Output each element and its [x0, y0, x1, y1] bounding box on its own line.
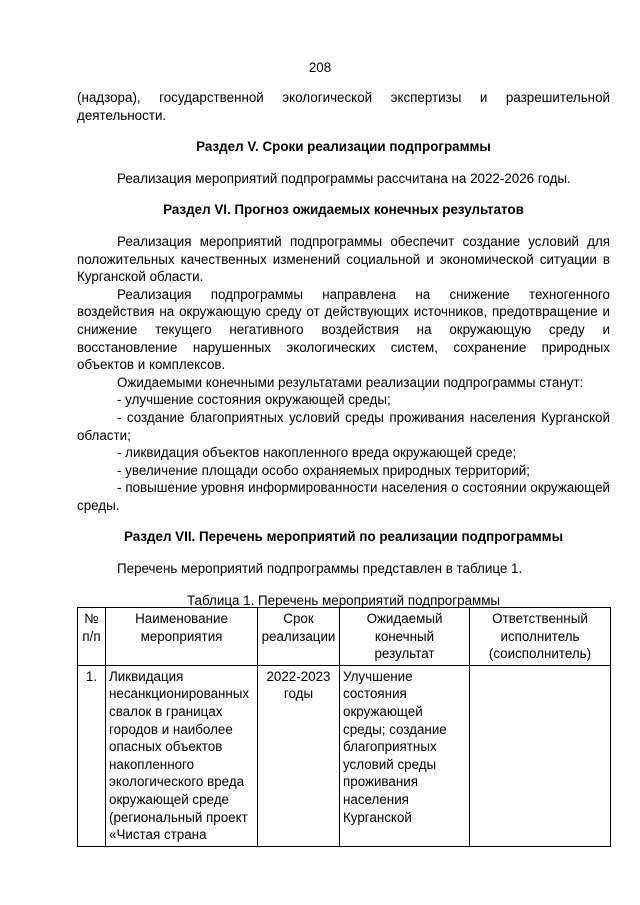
measure-name-cell: Ликвидация несанкционированных свалок в границах городов и наиболее опасных объектов накопленного экологического вреда окружающей среде (региональный проект «Чистая страна — [106, 665, 258, 846]
result-item: - создание благоприятных условий среды проживания населения Курганской области; — [77, 409, 610, 443]
section-7-title: Раздел VII. Перечень мероприятий по реализации подпрограммы — [123, 529, 564, 545]
result-item: - ликвидация объектов накопленного вреда окружающей среде; — [117, 445, 517, 461]
result-item: - увеличение площади особо охраняемых природных территорий; — [117, 462, 530, 478]
table-row — [78, 665, 611, 846]
column-header-number: № п/п — [78, 608, 106, 666]
measures-table — [77, 607, 611, 847]
intro-paragraph: (надзора), государственной экологической экспертизы и разрешительной деятельности. — [77, 90, 610, 123]
result-item: - улучшение состояния окружающей среды; — [117, 392, 391, 408]
column-header-result: Ожидаемый конечный результат — [340, 608, 470, 666]
section-6-paragraph-1: Реализация мероприятий подпрограммы обеспечит создание условий для положительных качественных изменений социальной и экономической ситуации в Курганской области. — [77, 233, 610, 285]
row-number-cell: 1. — [78, 665, 106, 846]
table-caption: Таблица 1. Перечень мероприятий подпрограммы — [186, 592, 501, 608]
section-5-title: Раздел V. Сроки реализации подпрограммы — [196, 139, 491, 155]
column-header-period: Срок реализации — [258, 608, 340, 666]
result-cell: Улучшение состояния окружающей среды; создание благоприятных условий среды проживания населения Курганской — [340, 665, 470, 846]
column-header-name: Наименование мероприятия — [106, 608, 258, 666]
section-6-paragraph-2: Реализация подпрограммы направлена на снижение техногенного воздействия на окружающую среду от действующих источников, предотвращение и снижение текущего негативного воздействия на окружающую среду и восстановление нарушенных экологических систем, сохранение природных объектов и комплексов. — [77, 286, 610, 373]
column-header-responsible: Ответственный исполнитель (соисполнитель) — [470, 608, 611, 666]
result-item: - повышение уровня информированности населения о состоянии окружающей среды. — [77, 480, 610, 513]
section-6-paragraph-3: Ожидаемыми конечными результатами реализации подпрограммы станут: — [117, 374, 584, 390]
section-5-text: Реализация мероприятий подпрограммы рассчитана на 2022-2026 годы. — [117, 170, 571, 186]
document-body — [77, 89, 610, 609]
section-7-text: Перечень мероприятий подпрограммы представлен в таблице 1. — [117, 561, 523, 577]
section-6-title: Раздел VI. Прогноз ожидаемых конечных результатов — [163, 202, 524, 218]
page-number: 208 — [308, 60, 332, 75]
table-header-row — [78, 608, 611, 666]
period-cell: 2022-2023 годы — [258, 665, 340, 846]
responsible-cell — [470, 665, 611, 846]
